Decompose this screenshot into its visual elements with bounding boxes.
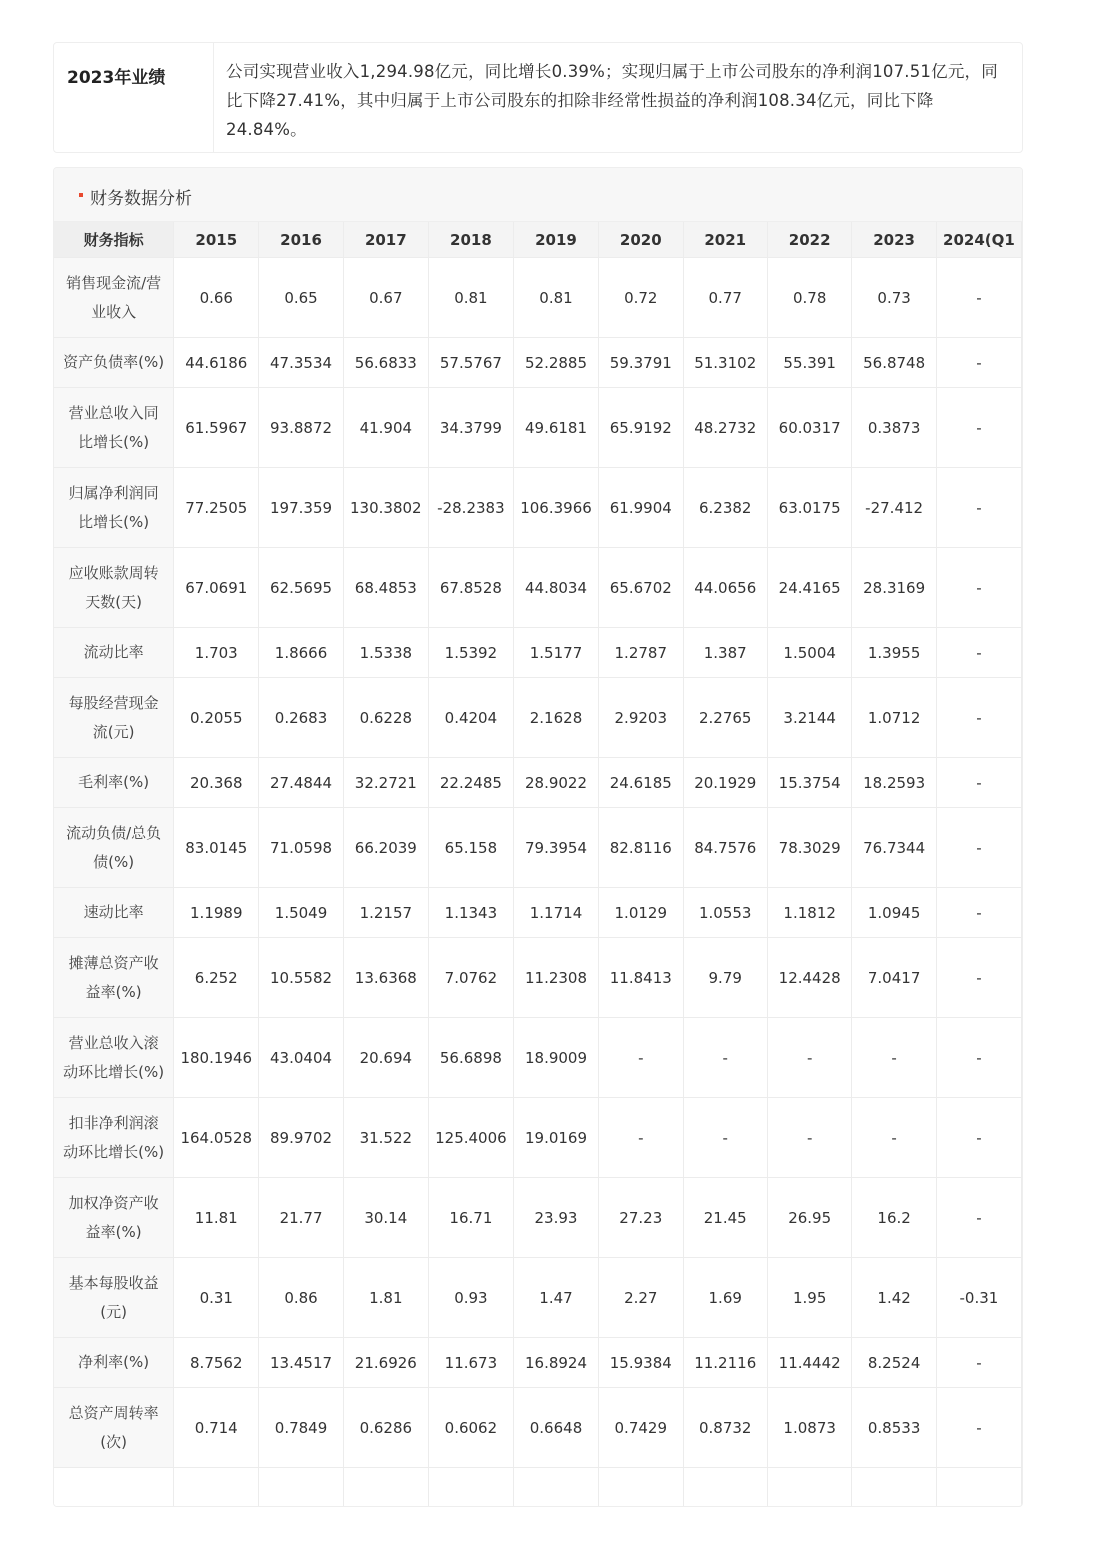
table-cell: 71.0598 [259,808,343,888]
table-cell: 11.4442 [767,1338,851,1388]
table-cell: 0.81 [428,258,513,338]
table-cell: - [936,628,1021,678]
table-cell: 0.8732 [683,1388,767,1468]
table-cell: 67.8528 [428,548,513,628]
table-cell: 44.8034 [513,548,598,628]
table-cell: 84.7576 [683,808,767,888]
table-cell: 197.359 [259,468,343,548]
table-cell: 8.2524 [852,1338,936,1388]
table-cell: 2.1628 [513,678,598,758]
table-cell: 16.8924 [513,1338,598,1388]
spacer-cell [54,1468,174,1508]
table-cell: 56.6898 [428,1018,513,1098]
table-cell: 57.5767 [428,338,513,388]
table-cell: - [936,938,1021,1018]
table-cell: 9.79 [683,938,767,1018]
table-cell: 93.8872 [259,388,343,468]
table-cell: 0.7849 [259,1388,343,1468]
table-cell: 0.2683 [259,678,343,758]
table-cell: 49.6181 [513,388,598,468]
table-cell: 1.2787 [599,628,683,678]
table-cell: 55.391 [767,338,851,388]
table-cell: 32.2721 [343,758,428,808]
section-header [54,168,1022,222]
table-cell: 3.2144 [767,678,851,758]
table-cell: 66.2039 [343,808,428,888]
indicator-label: 摊薄总资产收益率(%) [54,938,174,1018]
table-cell: - [936,758,1021,808]
table-cell: 1.5338 [343,628,428,678]
table-cell: 61.5967 [174,388,259,468]
table-cell: 15.9384 [599,1338,683,1388]
table-cell: 1.703 [174,628,259,678]
table-cell: 18.9009 [513,1018,598,1098]
table-cell: 76.7344 [852,808,936,888]
table-cell: 65.158 [428,808,513,888]
table-cell: 8.7562 [174,1338,259,1388]
table-cell: 1.5177 [513,628,598,678]
table-cell: 89.9702 [259,1098,343,1178]
indicator-label: 每股经营现金流(元) [54,678,174,758]
table-cell: 1.1343 [428,888,513,938]
table-cell: 51.3102 [683,338,767,388]
table-cell: 20.1929 [683,758,767,808]
table-row [54,1098,1022,1178]
table-cell: - [936,1178,1021,1258]
spacer-cell [259,1468,343,1508]
table-cell: 0.93 [428,1258,513,1338]
table-row [54,1178,1022,1258]
table-row [54,1338,1022,1388]
table-cell: - [936,1388,1021,1468]
table-cell: 2.27 [599,1258,683,1338]
table-cell: 13.4517 [259,1338,343,1388]
table-cell: 11.81 [174,1178,259,1258]
table-cell: 0.6228 [343,678,428,758]
table-cell: 13.6368 [343,938,428,1018]
table-row [54,338,1022,388]
table-cell: 43.0404 [259,1018,343,1098]
table-cell: - [936,808,1021,888]
table-cell: 48.2732 [683,388,767,468]
spacer-cell [852,1468,936,1508]
table-cell: 20.694 [343,1018,428,1098]
table-cell: 1.8666 [259,628,343,678]
table-cell: - [599,1018,683,1098]
table-cell: - [683,1098,767,1178]
indicator-label: 净利率(%) [54,1338,174,1388]
table-row [54,888,1022,938]
table-cell: 6.252 [174,938,259,1018]
table-cell: 11.2308 [513,938,598,1018]
year-column-header: 2021 [683,222,767,258]
table-cell: 130.3802 [343,468,428,548]
table-cell: - [936,548,1021,628]
year-column-header: 2024(Q1 [936,222,1021,258]
table-cell: 164.0528 [174,1098,259,1178]
table-cell: 1.3955 [852,628,936,678]
table-cell: 1.0129 [599,888,683,938]
table-cell: 52.2885 [513,338,598,388]
table-cell: - [683,1018,767,1098]
table-cell: 0.65 [259,258,343,338]
year-column-header: 2018 [428,222,513,258]
table-row [54,1388,1022,1468]
table-cell: 0.81 [513,258,598,338]
table-cell: 22.2485 [428,758,513,808]
table-cell: 12.4428 [767,938,851,1018]
table-cell: 1.5049 [259,888,343,938]
section-title: 财务数据分析 [90,189,192,209]
table-row [54,388,1022,468]
table-cell: 1.5004 [767,628,851,678]
table-cell: 78.3029 [767,808,851,888]
table-cell: - [852,1018,936,1098]
year-column-header: 2019 [513,222,598,258]
table-cell: 1.1714 [513,888,598,938]
table-cell: 31.522 [343,1098,428,1178]
table-cell: 68.4853 [343,548,428,628]
spacer-cell [174,1468,259,1508]
table-cell: 0.77 [683,258,767,338]
table-cell: 60.0317 [767,388,851,468]
indicator-label: 毛利率(%) [54,758,174,808]
table-cell: 6.2382 [683,468,767,548]
indicator-column-header: 财务指标 [54,222,174,258]
table-cell: 1.2157 [343,888,428,938]
spacer-cell [343,1468,428,1508]
table-cell: 67.0691 [174,548,259,628]
table-cell: - [599,1098,683,1178]
table-cell: 23.93 [513,1178,598,1258]
spacer-cell [428,1468,513,1508]
table-cell: 77.2505 [174,468,259,548]
indicator-label: 归属净利润同比增长(%) [54,468,174,548]
performance-text: 公司实现营业收入1,294.98亿元，同比增长0.39%；实现归属于上市公司股东的净利润107.51亿元，同比下降27.41%，其中归属于上市公司股东的扣除非经常性损益的净利润108.34亿元，同比下降24.84%。 [226,62,998,139]
table-cell: 56.8748 [852,338,936,388]
table-cell: 11.8413 [599,938,683,1018]
table-cell: 180.1946 [174,1018,259,1098]
table-spacer-row [54,1468,1022,1508]
table-cell: 27.4844 [259,758,343,808]
table-cell: - [936,468,1021,548]
table-cell: 65.9192 [599,388,683,468]
table-cell: 0.714 [174,1388,259,1468]
table-row [54,1258,1022,1338]
table-cell: 1.81 [343,1258,428,1338]
year-column-header: 2023 [852,222,936,258]
table-cell: 1.0945 [852,888,936,938]
table-cell: 11.2116 [683,1338,767,1388]
spacer-cell [599,1468,683,1508]
table-cell: 1.1812 [767,888,851,938]
year-column-header: 2015 [174,222,259,258]
table-cell: - [936,1098,1021,1178]
table-cell: 1.0553 [683,888,767,938]
table-cell: 79.3954 [513,808,598,888]
table-cell: - [936,258,1021,338]
indicator-label: 销售现金流/营业收入 [54,258,174,338]
table-cell: 125.4006 [428,1098,513,1178]
table-cell: 0.72 [599,258,683,338]
table-cell: 65.6702 [599,548,683,628]
table-cell: 28.9022 [513,758,598,808]
table-cell: 1.95 [767,1258,851,1338]
indicator-label: 加权净资产收益率(%) [54,1178,174,1258]
table-cell: 1.42 [852,1258,936,1338]
table-cell: 16.2 [852,1178,936,1258]
indicator-label: 流动负债/总负债(%) [54,808,174,888]
spacer-cell [513,1468,598,1508]
table-cell: 2.2765 [683,678,767,758]
table-cell: -28.2383 [428,468,513,548]
table-cell: - [767,1098,851,1178]
table-cell: 34.3799 [428,388,513,468]
table-row [54,808,1022,888]
table-cell: 1.0712 [852,678,936,758]
table-cell: 26.95 [767,1178,851,1258]
spacer-cell [936,1468,1021,1508]
table-cell: 56.6833 [343,338,428,388]
indicator-label: 资产负债率(%) [54,338,174,388]
indicator-label: 速动比率 [54,888,174,938]
table-cell: - [936,678,1021,758]
table-cell: 0.6648 [513,1388,598,1468]
table-cell: 18.2593 [852,758,936,808]
table-cell: 0.73 [852,258,936,338]
year-column-header: 2020 [599,222,683,258]
table-cell: - [852,1098,936,1178]
table-body [54,258,1022,1508]
table-cell: 16.71 [428,1178,513,1258]
table-cell: 10.5582 [259,938,343,1018]
table-cell: 106.3966 [513,468,598,548]
table-cell: 1.1989 [174,888,259,938]
table-cell: 44.6186 [174,338,259,388]
table-cell: - [767,1018,851,1098]
spacer-cell [683,1468,767,1508]
table-cell: - [936,338,1021,388]
indicator-label: 扣非净利润滚动环比增长(%) [54,1098,174,1178]
table-cell: 0.8533 [852,1388,936,1468]
table-cell: 62.5695 [259,548,343,628]
indicator-label: 营业总收入同比增长(%) [54,388,174,468]
table-cell: 0.78 [767,258,851,338]
table-cell: 1.0873 [767,1388,851,1468]
table-cell: 30.14 [343,1178,428,1258]
table-cell: 0.6062 [428,1388,513,1468]
indicator-label: 基本每股收益(元) [54,1258,174,1338]
indicator-label: 总资产周转率(次) [54,1388,174,1468]
table-cell: 83.0145 [174,808,259,888]
performance-card [53,42,1023,153]
table-cell: 24.6185 [599,758,683,808]
year-column-header: 2022 [767,222,851,258]
table-cell: 1.69 [683,1258,767,1338]
table-cell: 0.7429 [599,1388,683,1468]
year-column-header: 2017 [343,222,428,258]
table-cell: 63.0175 [767,468,851,548]
table-row [54,548,1022,628]
table-cell: 7.0762 [428,938,513,1018]
table-row [54,678,1022,758]
table-cell: 0.67 [343,258,428,338]
table-cell: -0.31 [936,1258,1021,1338]
table-cell: 27.23 [599,1178,683,1258]
table-cell: 1.387 [683,628,767,678]
table-cell: 0.6286 [343,1388,428,1468]
financial-analysis-card [53,167,1023,1507]
table-cell: 82.8116 [599,808,683,888]
table-row [54,628,1022,678]
table-cell: 44.0656 [683,548,767,628]
table-cell: 20.368 [174,758,259,808]
table-cell: 24.4165 [767,548,851,628]
table-cell: 1.5392 [428,628,513,678]
table-cell: 47.3534 [259,338,343,388]
table-cell: - [936,1338,1021,1388]
indicator-label: 流动比率 [54,628,174,678]
table-header-row [54,222,1022,258]
table-cell: 7.0417 [852,938,936,1018]
table-row [54,758,1022,808]
table-cell: 0.66 [174,258,259,338]
table-row [54,258,1022,338]
indicator-label: 应收账款周转天数(天) [54,548,174,628]
table-cell: 15.3754 [767,758,851,808]
year-column-header: 2016 [259,222,343,258]
table-cell: 1.47 [513,1258,598,1338]
table-cell: 41.904 [343,388,428,468]
table-cell: 0.4204 [428,678,513,758]
table-cell: 0.2055 [174,678,259,758]
table-cell: 28.3169 [852,548,936,628]
table-cell: 21.6926 [343,1338,428,1388]
table-cell: 0.31 [174,1258,259,1338]
table-cell: 19.0169 [513,1098,598,1178]
table-cell: - [936,1018,1021,1098]
performance-label: 2023年业绩 [54,43,214,152]
financial-indicator-table [54,222,1022,1507]
spacer-cell [767,1468,851,1508]
table-cell: 21.45 [683,1178,767,1258]
table-cell: - [936,388,1021,468]
table-cell: - [936,888,1021,938]
table-cell: 0.3873 [852,388,936,468]
table-cell: 61.9904 [599,468,683,548]
table-cell: 11.673 [428,1338,513,1388]
table-cell: 21.77 [259,1178,343,1258]
table-row [54,1018,1022,1098]
table-row [54,938,1022,1018]
table-row [54,468,1022,548]
table-cell: 59.3791 [599,338,683,388]
indicator-label: 营业总收入滚动环比增长(%) [54,1018,174,1098]
section-marker-icon [79,193,83,197]
table-cell: 0.86 [259,1258,343,1338]
table-cell: 2.9203 [599,678,683,758]
table-cell: -27.412 [852,468,936,548]
